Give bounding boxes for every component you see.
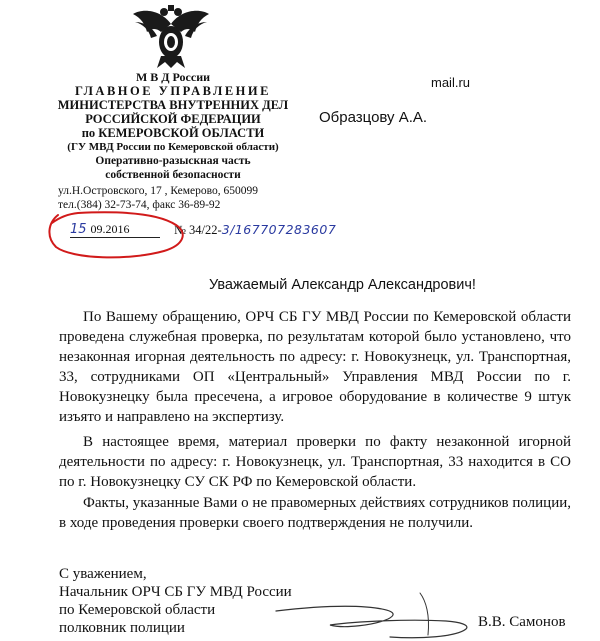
handwritten-signature-icon [270,585,480,641]
date-day-handwritten: 15 [70,222,87,237]
signature-block [59,565,292,637]
org-line-rf: РОССИЙСКОЙ ФЕДЕРАЦИИ [85,112,261,126]
body-paragraph-2: В настоящее время, материал проверки по факту незаконной игорной деятельности по адресу: г. Новокузнецк, ул. Транспортная, 33 находится в СО по г. Новокузнецку СУ СК РФ по Кемеровской области. [59,434,571,490]
mvd-emblem-icon [131,4,211,70]
org-line-abbrev: (ГУ МВД России по Кемеровской области) [67,141,279,153]
org-line-region: по КЕМЕРОВСКОЙ ОБЛАСТИ [81,126,265,140]
org-line-mvd: М В Д России [135,70,211,84]
closing: С уважением, [59,566,147,582]
signer-position-2: по Кемеровской области [59,602,216,618]
org-line-unit: Оперативно-разыскная часть [95,155,251,167]
salutation: Уважаемый Александр Александрович! [209,277,476,293]
org-address: ул.Н.Островского, 17 , Кемерово, 650099 [58,185,258,197]
org-phone: тел.(384) 32-73-74, факс 36-89-92 [58,199,221,211]
recipient-name: Образцову А.А. [319,109,428,126]
signer-name: В.В. Самонов [478,614,566,630]
red-circle-mark [38,203,188,263]
signer-position-1: Начальник ОРЧ СБ ГУ МВД России [59,584,292,600]
org-line-main-directorate: ГЛАВНОЕ УПРАВЛЕНИЕ [75,84,271,98]
body-paragraph-3: Факты, указанные Вами о не правомерных действиях сотрудников полиции, в ходе проведения проверки своего подтверждения не получили. [59,495,571,531]
org-line-ministry: МИНИСТЕРСТВА ВНУТРЕННИХ ДЕЛ [57,98,289,112]
mail-label: mail.ru [431,75,471,90]
letter-number [174,222,336,238]
number-handwritten: 3/167707283607 [221,222,337,237]
signer-rank: полковник полиции [59,620,185,636]
date-rest: 09.2016 [90,222,130,236]
body-paragraph-1: По Вашему обращению, ОРЧ СБ ГУ МВД России по Кемеровской области проведена служебная проверка, по результатам которой было установлено, что незаконная игорная деятельность по адресу: г. Новокузнецк, ул. Транспортная, 33, сотрудниками ОП «Центральный» Управления МВД России по г. Новокузнецку была пресечена, а игровое оборудование в количестве 9 штук изъято и направлено на экспертизу. [59,309,571,425]
number-prefix: № 34/22- [174,223,222,237]
letterhead [40,70,306,182]
org-line-unit2: собственной безопасности [105,169,241,181]
